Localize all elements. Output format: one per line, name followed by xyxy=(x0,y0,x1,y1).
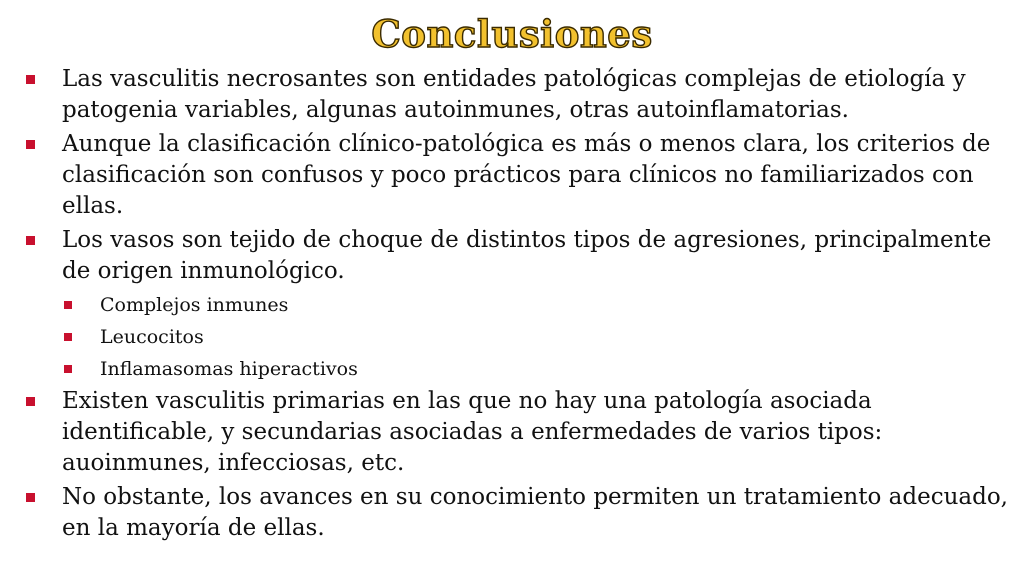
square-bullet-icon xyxy=(64,301,72,309)
square-bullet-icon xyxy=(64,333,72,341)
square-bullet-icon xyxy=(64,365,72,373)
sub-bullet-text: Complejos inmunes xyxy=(100,294,289,316)
bullet-item xyxy=(22,64,1012,126)
bullet-item xyxy=(22,129,1012,222)
slide-title: Conclusiones xyxy=(371,12,653,56)
sub-bullet-item xyxy=(22,290,1012,321)
square-bullet-icon xyxy=(26,236,35,245)
bullet-text: Existen vasculitis primarias en las que no hay una patología asociada identificable, y secundarias asociadas a enfermedades de varios tipos: auoinmunes, infecciosas, etc. xyxy=(62,388,883,476)
bullet-item xyxy=(22,225,1012,287)
bullet-item xyxy=(22,386,1012,479)
bullet-text: Los vasos son tejido de choque de distintos tipos de agresiones, principalmente de origen inmunológico. xyxy=(62,227,992,284)
bullet-text: No obstante, los avances en su conocimiento permiten un tratamiento adecuado, en la mayoría de ellas. xyxy=(62,484,1008,541)
square-bullet-icon xyxy=(26,397,35,406)
sub-bullet-item xyxy=(22,322,1012,353)
sub-bullet-text: Inflamasomas hiperactivos xyxy=(100,358,358,380)
bullet-text: Las vasculitis necrosantes son entidades patológicas complejas de etiología y patogenia variables, algunas autoinmunes, otras autoinflamatorias. xyxy=(62,66,966,123)
square-bullet-icon xyxy=(26,140,35,149)
square-bullet-icon xyxy=(26,493,35,502)
sub-bullet-item xyxy=(22,354,1012,385)
bullet-item xyxy=(22,482,1012,544)
bullet-list xyxy=(22,64,1012,547)
sub-bullet-text: Leucocitos xyxy=(100,326,204,348)
square-bullet-icon xyxy=(26,75,35,84)
bullet-text: Aunque la clasificación clínico-patológica es más o menos clara, los criterios de clasificación son confusos y poco prácticos para clínicos no familiarizados con ellas. xyxy=(62,131,991,219)
